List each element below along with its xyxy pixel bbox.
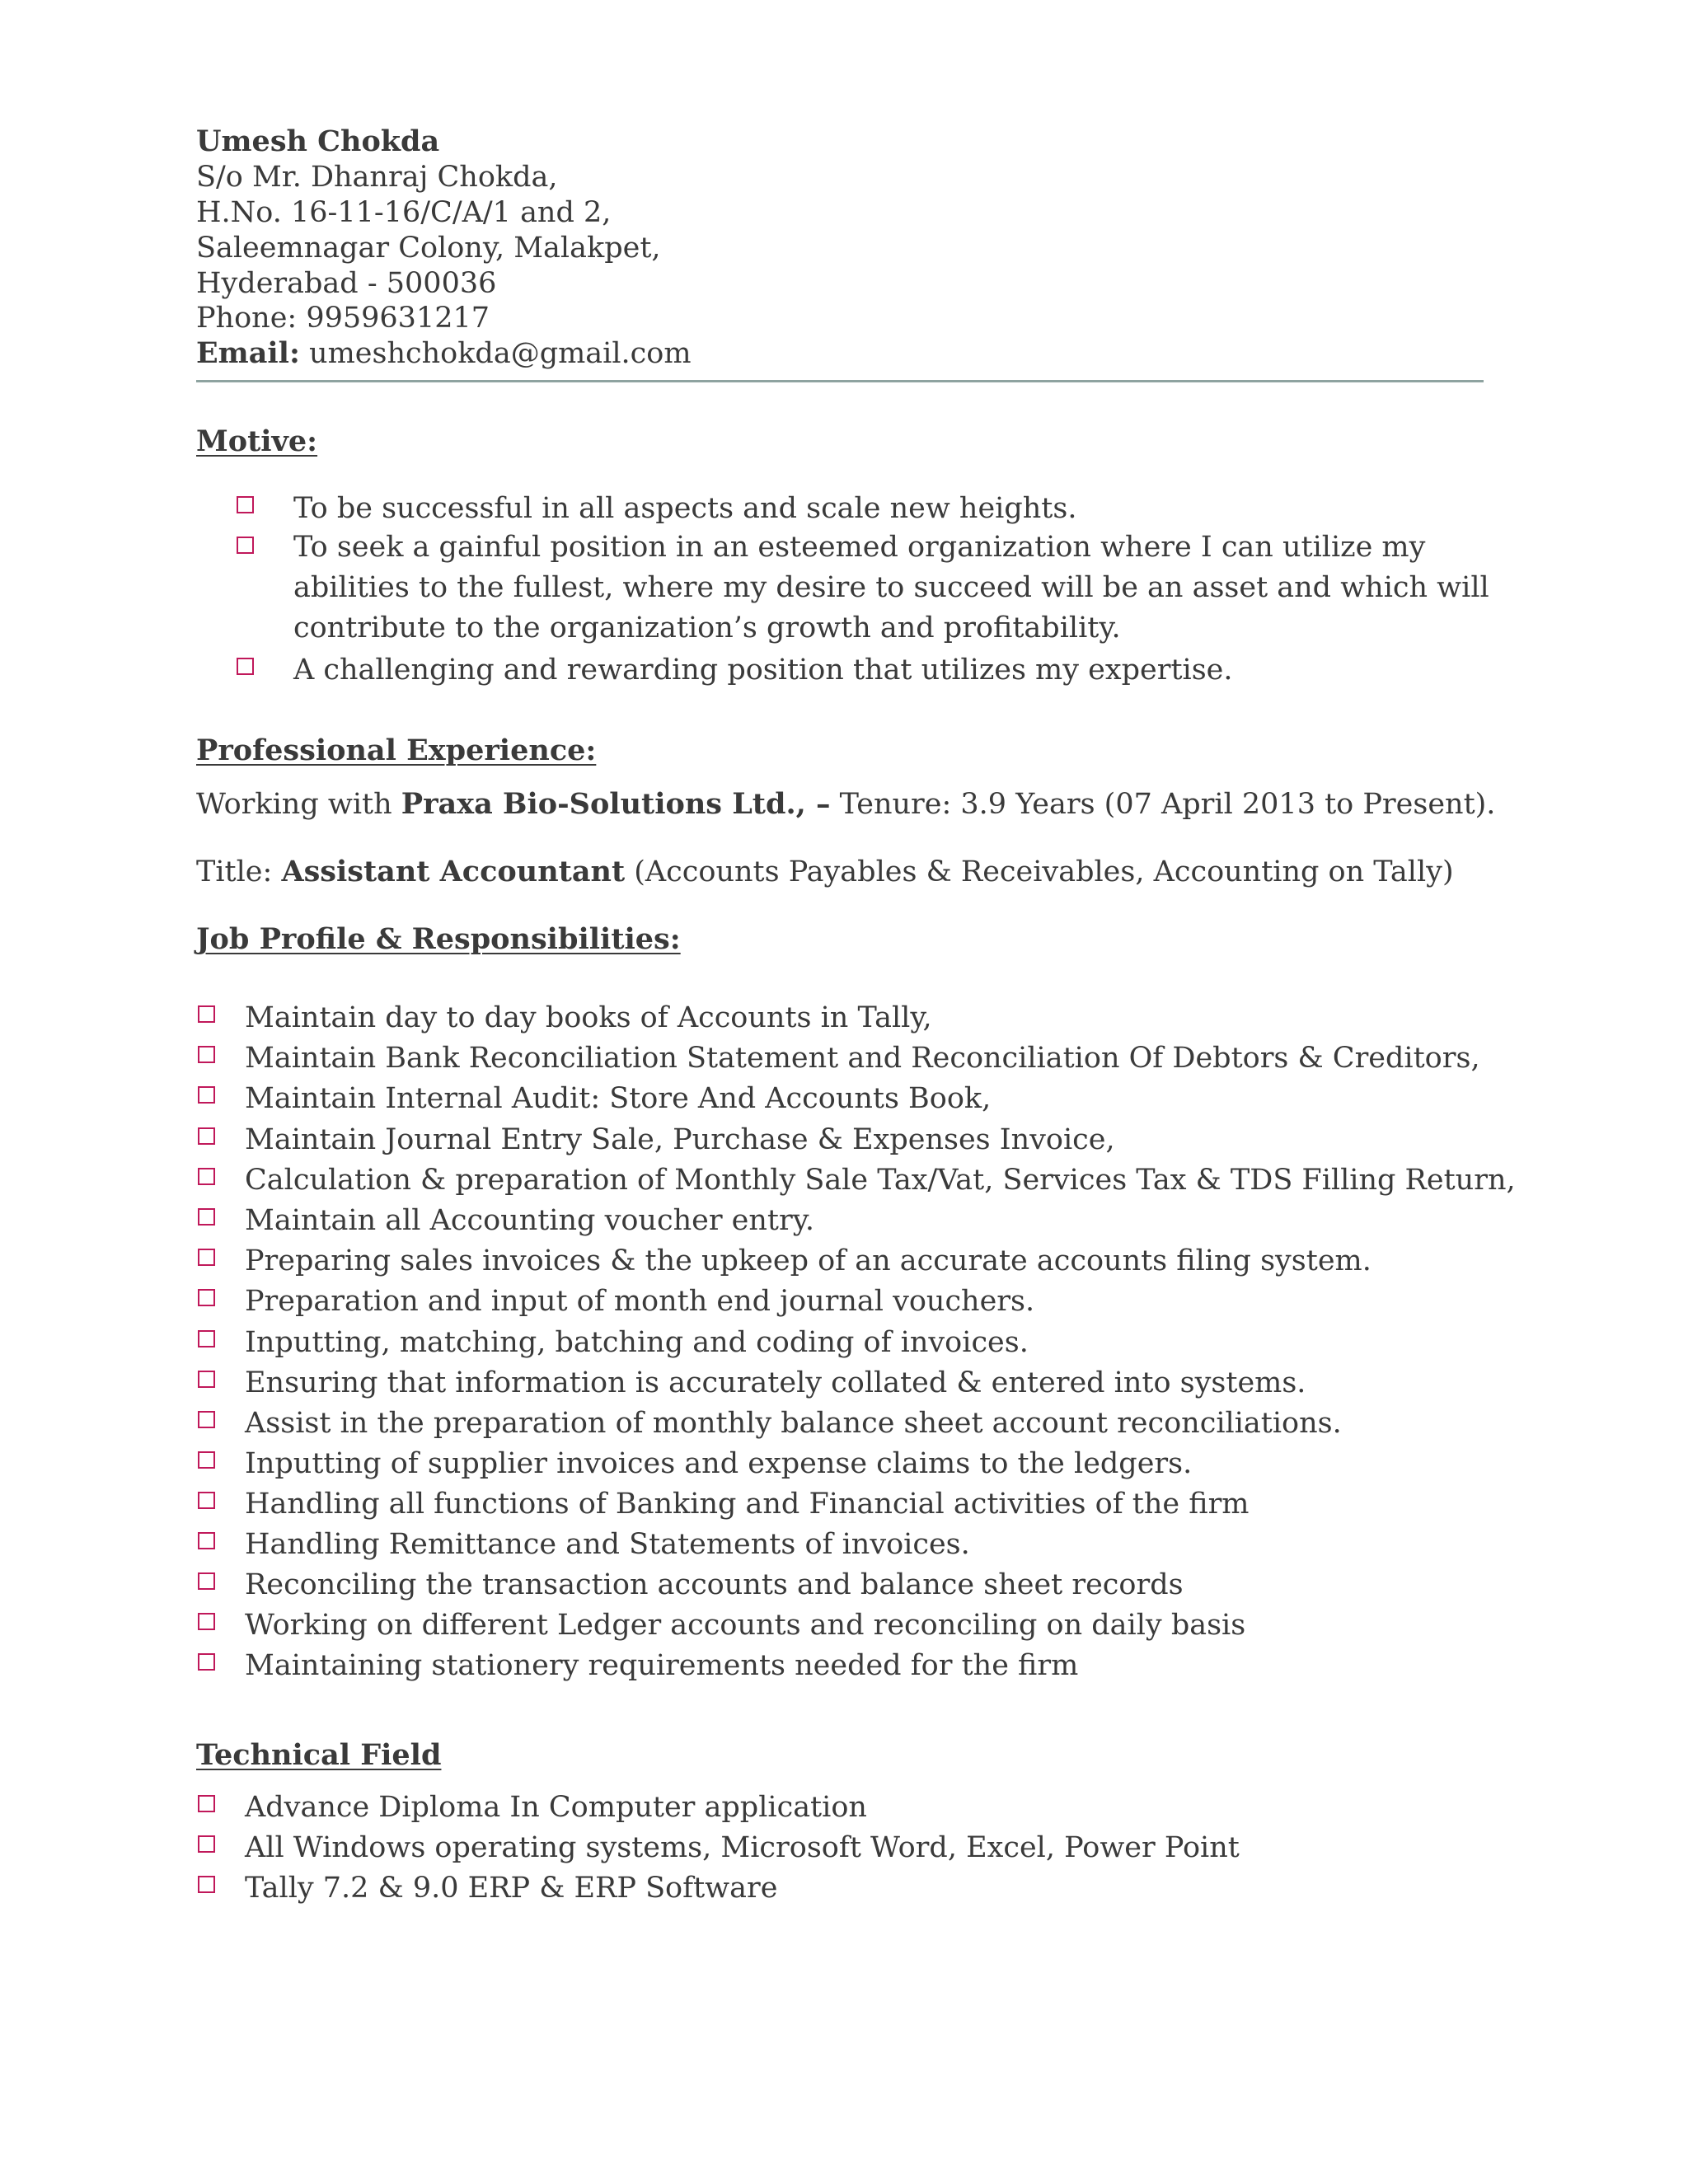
checkbox-icon [198,1208,215,1226]
company-name: Praxa Bio-Solutions Ltd., – [401,787,831,821]
email-label: Email: [196,336,300,370]
job-item: Maintain day to day books of Accounts in Tally, [245,1001,932,1034]
experience-line [196,786,1495,823]
checkbox-icon [237,537,254,554]
job-item: Preparing sales invoices & the upkeep of an accurate accounts filing system. [245,1244,1372,1277]
checkbox-icon [198,1411,215,1428]
experience-prefix: Working with [196,788,401,821]
job-item: Maintain all Accounting voucher entry. [245,1204,814,1237]
checkbox-icon [198,1795,215,1812]
motive-heading: Motive: [196,424,318,458]
title-detail: (Accounts Payables & Receivables, Accounting on Tally) [625,855,1454,888]
job-item: Maintain Journal Entry Sale, Purchase & Expenses Invoice, [245,1123,1115,1156]
checkbox-icon [198,1249,215,1266]
address-line: H.No. 16-11-16/C/A/1 and 2, [196,196,612,229]
job-item: Handling all functions of Banking and Financial activities of the firm [245,1488,1250,1521]
checkbox-icon [198,1371,215,1388]
checkbox-icon [198,1532,215,1549]
checkbox-icon [198,1572,215,1590]
motive-item: To be successful in all aspects and scale new heights. [293,492,1077,525]
job-item: Inputting of supplier invoices and expense claims to the ledgers. [245,1447,1193,1480]
motive-item: A challenging and rewarding position that utilizes my expertise. [293,654,1233,687]
checkbox-icon [198,1005,215,1023]
title-line [196,854,1454,890]
candidate-name: Umesh Chokda [196,124,440,158]
header-divider [196,380,1484,382]
job-title: Assistant Accountant [281,855,626,888]
job-item: Assist in the preparation of monthly balance sheet account reconciliations. [245,1407,1342,1440]
job-item: Ensuring that information is accurately collated & entered into systems. [245,1366,1306,1399]
checkbox-icon [198,1653,215,1671]
job-item: Maintain Internal Audit: Store And Accounts Book, [245,1082,992,1115]
checkbox-icon [198,1330,215,1347]
checkbox-icon [237,496,254,513]
email-value: umeshchokda@gmail.com [309,337,692,370]
checkbox-icon [198,1876,215,1893]
experience-heading: Professional Experience: [196,733,597,767]
phone-line: Phone: 9959631217 [196,302,490,335]
checkbox-icon [198,1613,215,1630]
checkbox-icon [198,1127,215,1145]
tenure-text: Tenure: 3.9 Years (07 April 2013 to Present). [830,788,1496,821]
checkbox-icon [198,1451,215,1469]
technical-heading: Technical Field [196,1738,442,1772]
technical-item: Advance Diploma In Computer application [245,1791,867,1824]
address-line: S/o Mr. Dhanraj Chokda, [196,161,558,194]
job-item: Preparation and input of month end journal vouchers. [245,1285,1035,1318]
checkbox-icon [198,1289,215,1306]
motive-item: To seek a gainful position in an esteemed organization where I can utilize my abilities to the fullest, where my desire to succeed will be an asset and which will contribute to the organization’s growth and profitability. [293,531,1489,644]
email-line [196,335,692,372]
title-prefix: Title: [196,855,282,888]
checkbox-icon [198,1835,215,1853]
address-line: Hyderabad - 500036 [196,267,497,300]
technical-item: Tally 7.2 & 9.0 ERP & ERP Software [245,1872,778,1905]
address-line: Saleemnagar Colony, Malakpet, [196,232,661,265]
checkbox-icon [237,658,254,675]
job-item: Maintaining stationery requirements needed for the firm [245,1649,1079,1682]
technical-item: All Windows operating systems, Microsoft Word, Excel, Power Point [245,1831,1240,1864]
checkbox-icon [198,1086,215,1104]
job-item: Inputting, matching, batching and coding of invoices. [245,1326,1029,1359]
job-item: Working on different Ledger accounts and reconciling on daily basis [245,1609,1246,1642]
job-item: Maintain Bank Reconciliation Statement and Reconciliation Of Debtors & Creditors, [245,1042,1480,1075]
job-item: Reconciling the transaction accounts and balance sheet records [245,1568,1184,1601]
job-item: Handling Remittance and Statements of invoices. [245,1528,970,1561]
checkbox-icon [198,1492,215,1509]
checkbox-icon [198,1168,215,1185]
checkbox-icon [198,1046,215,1063]
job-profile-heading: Job Profile & Responsibilities: [196,922,681,956]
job-item: Calculation & preparation of Monthly Sale Tax/Vat, Services Tax & TDS Filling Return, [245,1164,1516,1197]
